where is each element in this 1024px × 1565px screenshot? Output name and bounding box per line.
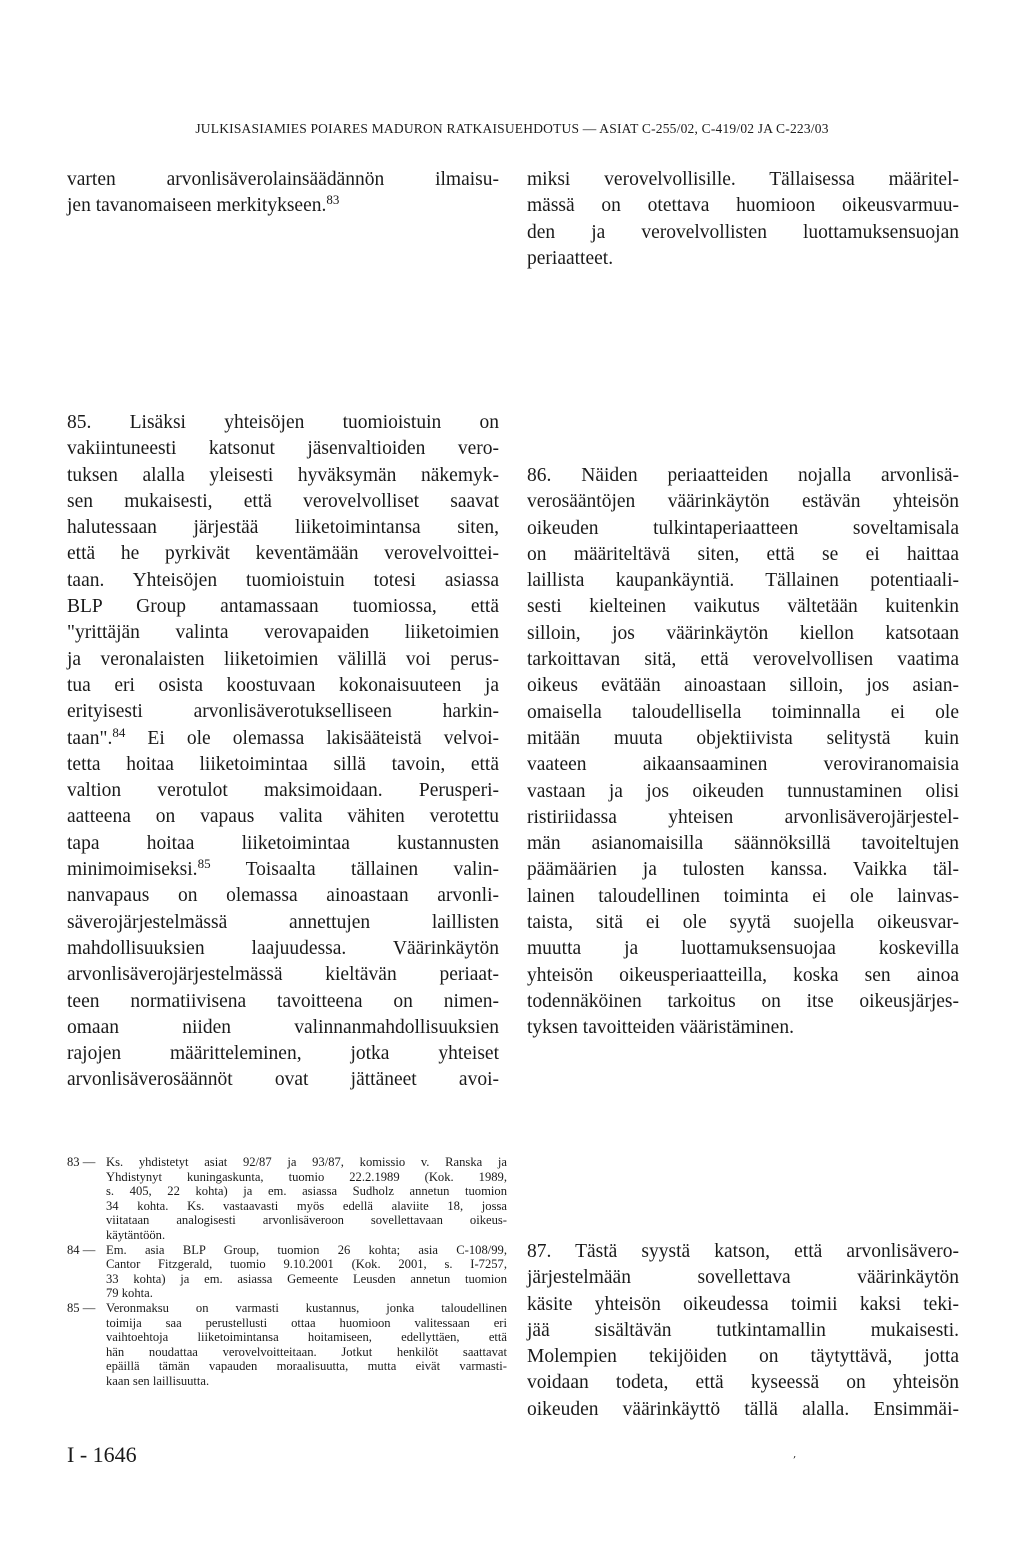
footnote-mark: 85 — xyxy=(67,1300,96,1315)
text-line: aatteena on vapaus valita vähiten verotettu xyxy=(67,806,499,828)
text-line: teen normatiivisena tavoitteena on nimen- xyxy=(67,990,499,1012)
text-line: että he pyrkivät keventämään verovelvoittei- xyxy=(67,543,499,565)
text-line: 87. Tästä syystä katson, että arvonlisävero- xyxy=(527,1241,959,1262)
text-line: tarkoittavan sitä, että verovelvollisen vaatima xyxy=(527,649,959,671)
footnote-line: toimija saa perustellusti ottaa huomioon valitessaan eri xyxy=(106,1315,507,1330)
footnote-line: 79 kohta. xyxy=(106,1286,153,1301)
text-line: vastaan ja jos oikeuden tunnustaminen olisi xyxy=(527,780,959,802)
footnotes xyxy=(67,1155,507,1389)
text-line: silloin, jos väärinkäytön kiellon katsotaan xyxy=(527,622,959,644)
text-line: vakiintuneesti katsonut jäsenvaltioiden vero- xyxy=(67,438,499,460)
text-line: verosääntöjen väärinkäytön estävän yhteisön xyxy=(527,491,959,513)
text-line: varten arvonlisäverolainsäädännön ilmaisu- xyxy=(67,169,499,190)
text-line: jää sisältävän tutkintamallin mukaisesti. xyxy=(527,1319,959,1341)
text-line: mahdollisuuksien laajuudessa. Väärinkäytön xyxy=(67,937,499,959)
footnote-line: Yhdistynyt kuningaskunta, tuomio 22.2.1989 (Kok. 1989, xyxy=(106,1169,507,1184)
text-line: erityisesti arvonlisäverotukselliseen harkin- xyxy=(67,701,499,723)
page-number: I - 1646 xyxy=(67,1442,137,1467)
text-line: arvonlisäverosäännöt ovat jättäneet avoi- xyxy=(67,1069,499,1091)
text-line: järjestelmään sovellettava väärinkäytön xyxy=(527,1267,959,1289)
footnote-line: käytäntöön. xyxy=(106,1227,166,1242)
paragraph-86 xyxy=(527,463,959,1042)
text-line: lainen taloudellinen toiminta ei ole lainvas- xyxy=(527,885,959,907)
text-line: män asianomaisilla säännöksillä tavoiteltujen xyxy=(527,833,959,855)
text-line xyxy=(67,193,499,219)
text-line: tetta hoitaa liiketoimintaa sillä tavoin, että xyxy=(67,753,499,775)
footnote-line: epäillä tämän vapauden moraalisuutta, mutta eivät varmasti- xyxy=(106,1359,507,1374)
text-line: tyksen tavoitteiden vääristäminen. xyxy=(527,1017,794,1039)
right-column-continuation xyxy=(527,167,959,272)
stray-mark: ‚ xyxy=(793,1449,797,1460)
text-line: BLP Group antamassaan tuomiossa, että xyxy=(67,596,499,618)
footnote-line: 33 kohta) ja em. asiassa Gemeente Leusden annetun tuomion xyxy=(106,1271,507,1286)
footnote-line: viitataan analogisesti arvonlisäveroon sovellettavaan oikeus- xyxy=(106,1213,507,1228)
text-line xyxy=(67,857,499,883)
text-line: sen mukaisesti, että verovelvolliset saavat xyxy=(67,490,499,512)
text-line: nanvapaus on olemassa ainoastaan arvonli- xyxy=(67,885,499,907)
text-line: tua eri osista koostuvaan kokonaisuuteen ja xyxy=(67,674,499,696)
footnote-ref-83[interactable]: 83 xyxy=(326,192,340,208)
text-line: tapa hoitaa liiketoimintaa kustannusten xyxy=(67,832,499,854)
text-fragment: Toisaalta tällainen valin- xyxy=(210,859,499,881)
text-line: valtion verotulot maksimoidaan. Perusperi- xyxy=(67,780,499,802)
footnote xyxy=(67,1301,507,1389)
left-column-continuation xyxy=(67,167,499,220)
text-line: Molempien tekijöiden on täytyttävä, jotta xyxy=(527,1346,959,1368)
text-line: taan. Yhteisöjen tuomioistuin totesi asiassa xyxy=(67,569,499,591)
text-line: ristiriidassa yhteisen arvonlisäverojärjestel- xyxy=(527,806,959,828)
text-line: oikeus evätään ainoastaan silloin, jos asian- xyxy=(527,675,959,697)
text-line: yhteisön oikeusperiaatteilla, koska sen ainoa xyxy=(527,964,959,986)
footnote-ref-85[interactable]: 85 xyxy=(197,856,211,872)
text-line: päämäärien ja tulosten kanssa. Vaikka täl- xyxy=(527,859,959,881)
text-line: muutta ja luottamuksensuojaa koskevilla xyxy=(527,938,959,960)
footnote-mark: 84 — xyxy=(67,1242,96,1257)
text-line: voidaan todeta, että kyseessä on yhteisön xyxy=(527,1372,959,1394)
text-line: 85. Lisäksi yhteisöjen tuomioistuin on xyxy=(67,412,499,433)
text-line: arvonlisäverojärjestelmässä kieltävän periaat- xyxy=(67,964,499,986)
footnote-ref-84[interactable]: 84 xyxy=(112,724,126,740)
text-line: periaatteet. xyxy=(527,247,614,269)
running-header: JULKISASIAMIES POIARES MADURON RATKAISUEHDOTUS — ASIAT C-255/02, C-419/02 JA C-223/03 xyxy=(195,121,829,136)
footnote-line: vaihtoehtoja liiketoimintansa hoitamiseen, edellyttäen, että xyxy=(106,1330,507,1345)
footnote-line: Ks. yhdistetyt asiat 92/87 ja 93/87, komissio v. Ranska ja xyxy=(106,1155,507,1169)
footnote xyxy=(67,1155,507,1243)
footnote-line: 34 kohta. Ks. vastaavasti myös edellä alaviite 18, jossa xyxy=(106,1198,507,1213)
text-line: ja veronalaisten liiketoimien välillä voi perus- xyxy=(67,648,499,670)
text-line: oikeuden väärinkäyttö tällä alalla. Ensimmäi- xyxy=(527,1398,959,1420)
text-line: taista, sitä ei ole syytä suojella oikeusvar- xyxy=(527,912,959,934)
text-line: mässä on otettava huomioon oikeusvarmuu- xyxy=(527,195,959,217)
text-line: den ja verovelvollisten luottamuksensuojan xyxy=(527,221,959,243)
footnote-line: Em. asia BLP Group, tuomion 26 kohta; asia C-108/99, xyxy=(106,1242,507,1257)
text-line: todennäköinen tarkoitus on itse oikeusjärjes- xyxy=(527,990,959,1012)
footnote-line: hän noudattaa verovelvoitteitaan. Jotkut henkilöt saattavat xyxy=(106,1344,507,1359)
footnote-line: Cantor Fitzgerald, tuomio 9.10.2001 (Kok. 2001, s. I-7257, xyxy=(106,1257,507,1272)
text-line: halutessaan järjestää liiketoimintansa siten, xyxy=(67,517,499,539)
text-line: vaateen aikaansaaminen veroviranomaisia xyxy=(527,754,959,776)
footnote xyxy=(67,1243,507,1301)
footnote-line: s. 405, 22 kohta) ja em. asiassa Sudholz annetun tuomion xyxy=(106,1184,507,1199)
text-line: rajojen määritteleminen, jotka yhteiset xyxy=(67,1043,499,1065)
text-line xyxy=(67,726,499,752)
footnote-mark: 83 — xyxy=(67,1155,96,1169)
text-line: omaan niiden valinnanmahdollisuuksien xyxy=(67,1016,499,1038)
text-line: miksi verovelvollisille. Tällaisessa määritel- xyxy=(527,169,959,190)
text-fragment: taan". xyxy=(67,727,113,749)
text-line: oikeuden tulkintaperiaatteen soveltamisala xyxy=(527,517,959,539)
text-fragment: Ei ole olemassa lakisääteistä velvoi- xyxy=(125,727,499,749)
text-line: säverojärjestelmässä annettujen laillisten xyxy=(67,911,499,933)
text-line: tuksen alalla yleisesti hyväksymän näkemyk- xyxy=(67,464,499,486)
text-line: mitään muuta objektiivista selitystä kuin xyxy=(527,727,959,749)
text-line: 86. Näiden periaatteiden nojalla arvonlisä- xyxy=(527,465,959,486)
footnote-line: kaan sen laillisuutta. xyxy=(106,1373,210,1388)
text-line: omaisella taloudellisella toiminnalla ei ole xyxy=(527,701,959,723)
text-line: käsite yhteisön oikeudessa toimii kaksi teki- xyxy=(527,1293,959,1315)
text-line: laillista kaupankäyntiä. Tällainen potentiaali- xyxy=(527,570,959,592)
paragraph-87 xyxy=(527,1239,959,1423)
text-fragment: jen tavanomaiseen merkitykseen. xyxy=(67,195,327,217)
footnote-line: Veronmaksu on varmasti kustannus, jonka taloudellinen xyxy=(106,1300,507,1315)
text-fragment: minimoimiseksi. xyxy=(67,859,198,881)
text-line: on määriteltävä siten, että se ei haittaa xyxy=(527,543,959,565)
paragraph-85 xyxy=(67,410,499,1094)
text-line: "yrittäjän valinta verovapaiden liiketoimien xyxy=(67,622,499,644)
text-line: sesti kielteinen vaikutus vältetään kuitenkin xyxy=(527,596,959,618)
